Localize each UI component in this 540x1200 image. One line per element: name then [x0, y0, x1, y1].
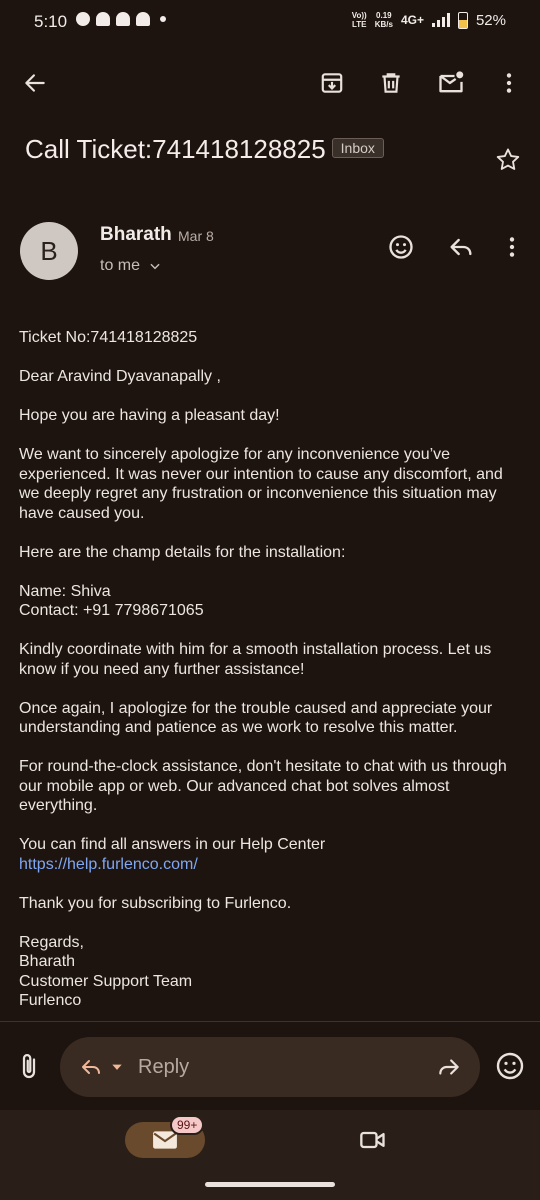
help-center-link[interactable]: https://help.furlenco.com/: [19, 855, 198, 873]
video-camera-icon: [359, 1128, 387, 1152]
body-paragraph: For round-the-clock assistance, don't hesitate to chat with us through our mobile app or web. Our advanced chat bot solves almost everything.: [19, 758, 507, 814]
status-right: [352, 11, 506, 29]
status-bar: [0, 0, 540, 44]
body-paragraph: Here are the champ details for the installation:: [19, 543, 346, 561]
nav-meet-tab[interactable]: [359, 1128, 387, 1157]
reply-label: Reply: [138, 1056, 190, 1078]
body-signature-team: Customer Support Team: [19, 972, 193, 990]
reply-button[interactable]: [60, 1037, 480, 1097]
gesture-bar: [205, 1182, 335, 1187]
message-more-icon[interactable]: [497, 232, 527, 262]
forward-icon[interactable]: [436, 1054, 462, 1085]
body-signature-company: Furlenco: [19, 992, 82, 1009]
recipient-details-toggle[interactable]: [100, 257, 162, 275]
body-paragraph: We want to sincerely apologize for any inconvenience you’ve experienced. It was never our intention to cause any discomfort, and we deeply regret any frustration or inconvenience this situation may have caused you.: [19, 446, 503, 522]
back-arrow-icon[interactable]: [20, 68, 50, 98]
chevron-down-icon: [148, 259, 162, 273]
more-vert-icon[interactable]: [494, 68, 524, 98]
body-paragraph: Once again, I apologize for the trouble caused and appreciate your understanding and patience as we work to resolve this matter.: [19, 699, 493, 736]
inbox-label-chip[interactable]: Inbox: [332, 138, 384, 158]
snapchat-icon: [96, 12, 110, 26]
snapchat-icon: [136, 12, 150, 26]
notification-icons: [76, 12, 166, 26]
body-ticket-no: Ticket No:741418128825: [19, 329, 198, 346]
email-subject: Call Ticket:741418128825: [25, 134, 326, 164]
body-signature-name: Bharath: [19, 953, 76, 970]
sender-avatar[interactable]: B: [20, 222, 78, 280]
trash-icon[interactable]: [376, 68, 406, 98]
subject-row: [25, 134, 515, 165]
body-paragraph: Thank you for subscribing to Furlenco.: [19, 894, 292, 912]
body-greeting: Dear Aravind Dyavanapally ,: [19, 368, 221, 385]
status-time: 5:10: [34, 12, 68, 31]
caret-down-icon: [110, 1060, 124, 1074]
sender-name[interactable]: Bharath: [100, 224, 172, 245]
email-body: [19, 328, 524, 1011]
snapchat-icon: [116, 12, 130, 26]
body-help-center-text: You can find all answers in our Help Center: [19, 836, 326, 853]
battery-percent: 52%: [475, 11, 506, 29]
facebook-icon: [76, 12, 90, 26]
battery-icon: [458, 12, 468, 29]
body-champ-name: Name: Shiva: [19, 582, 111, 600]
body-paragraph: Kindly coordinate with him for a smooth installation process. Let us know if you need any further assistance!: [19, 641, 492, 678]
reply-icon[interactable]: [446, 232, 476, 262]
bottom-navigation: [0, 1110, 540, 1200]
reply-mode-selector[interactable]: [78, 1055, 124, 1079]
reply-arrow-icon: [78, 1055, 104, 1079]
signal-icon: [432, 13, 450, 27]
emoji-reaction-icon[interactable]: [494, 1050, 526, 1082]
recipient-label: to me: [100, 257, 141, 274]
body-champ-contact: Contact: +91 7798671065: [19, 602, 204, 619]
sent-date: Mar 8: [178, 228, 214, 244]
body-signoff: Regards,: [19, 933, 84, 951]
star-icon[interactable]: [494, 146, 522, 174]
divider: [0, 1021, 540, 1022]
volte-indicator: Vo)) LTE: [351, 11, 367, 29]
mark-unread-icon[interactable]: [436, 68, 466, 98]
attachment-icon[interactable]: [14, 1050, 44, 1084]
network-speed: 0.19 KB/s: [374, 11, 393, 29]
unread-count-badge: 99+: [170, 1115, 204, 1135]
archive-icon[interactable]: [317, 68, 347, 98]
body-paragraph: Hope you are having a pleasant day!: [19, 407, 280, 424]
top-toolbar: [0, 58, 540, 108]
more-notifications-dot-icon: [160, 16, 166, 22]
network-type: 4G+: [400, 13, 424, 27]
add-reaction-icon[interactable]: [386, 232, 416, 262]
